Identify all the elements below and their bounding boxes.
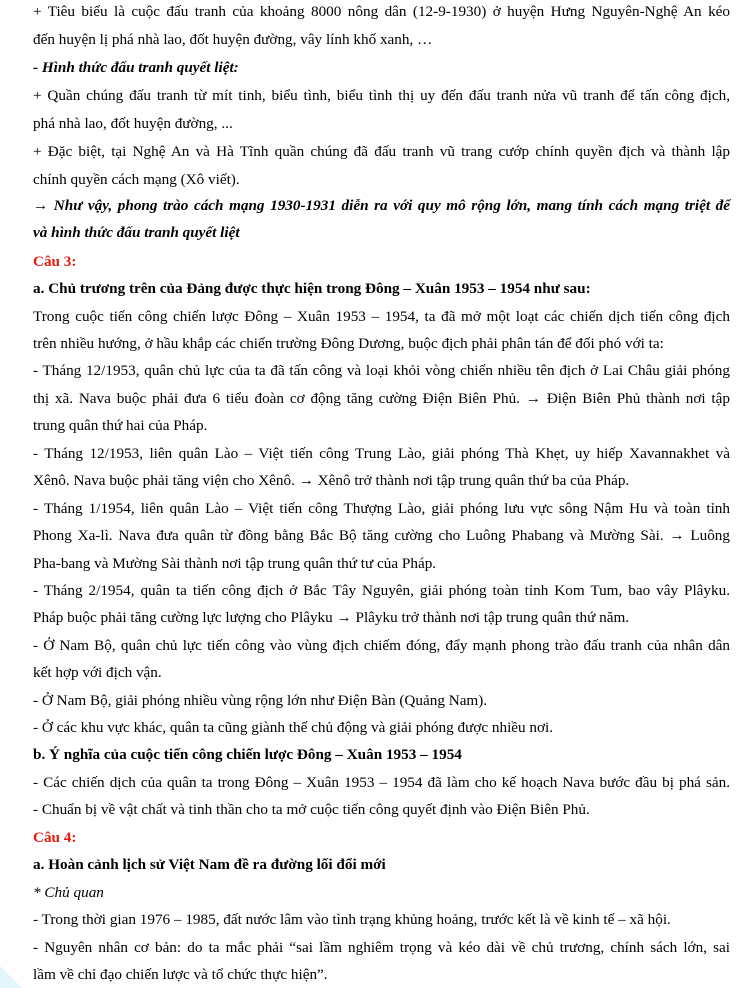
paragraph-line: Trong cuộc tiến công chiến lược Đông – Xuân 1953 – 1954, ta đã mở một loạt các chiến dịch tiến công địch [33,308,730,325]
paragraph-line: trung quân thứ hai của Pháp. [33,417,208,434]
paragraph-line: phá nhà lao, đốt huyện đường, ... [33,115,233,132]
paragraph-line: Phong Xa-lì. Nava đưa quân từ đồng bằng Bắc Bộ tăng cường cho Luông Phabang và Mường Sài. → Luông [33,527,730,544]
paragraph-line: + Quần chúng đấu tranh từ mít tinh, biểu tình, biểu tình thị uy đến đấu tranh nửa vũ tranh để tấn công địch, [33,87,730,104]
conclusion-line: → Như vậy, phong trào cách mạng 1930-1931 diễn ra với quy mô rộng lớn, mang tính cách mạng triệt để [33,197,730,214]
paragraph-line: - Tháng 12/1953, quân chủ lực của ta đã tấn công và loại khỏi vòng chiến nhiều tên địch ở Lai Châu giải phóng [33,362,730,379]
paragraph-line: thị xã. Nava buộc phải đưa 6 tiểu đoàn cơ động tăng cường Điện Biên Phủ. → Điện Biên Phủ thành nơi tập [33,390,730,407]
paragraph-line: Pháp buộc phải tăng cường lực lượng cho Plâyku → Plâyku trở thành nơi tập trung quân thứ năm. [33,609,630,626]
q3-part-a-heading: a. Chủ trương trên của Đảng được thực hiện trong Đông – Xuân 1953 – 1954 như sau: [33,280,591,297]
paragraph-line: - Tháng 1/1954, liên quân Lào – Việt tiến công Thượng Lào, giải phóng lưu vực sông Nậm Hu và toàn tỉnh [33,500,730,517]
paragraph-line: - Các chiến dịch của quân ta trong Đông – Xuân 1953 – 1954 đã làm cho kế hoạch Nava bước đầu bị phá sản. [33,774,730,791]
q3-title: Câu 3: [33,253,77,270]
paragraph-line: - Tháng 12/1953, liên quân Lào – Việt tiến công Trung Lào, giải phóng Thà Khẹt, uy hiếp Xavannakhet và [33,445,730,462]
paragraph-line: đến huyện lị phá nhà lao, đốt huyện đường, vây lính khố xanh, … [33,31,433,48]
page-corner-decoration [0,966,22,988]
paragraph-line: Pha-bang và Mường Sài thành nơi tập trung quân thứ tư của Pháp. [33,555,437,572]
q4-title: Câu 4: [33,829,77,846]
paragraph-line: - Ở các khu vực khác, quân ta cũng giành thế chủ động và giải phóng được nhiều nơi. [33,719,554,736]
paragraph-line: + Đặc biệt, tại Nghệ An và Hà Tĩnh quần chúng đã đấu tranh vũ trang cướp chính quyền địch và thành lập [33,143,730,160]
paragraph-line: Xênô. Nava buộc phải tăng viện cho Xênô. → Xênô trở thành nơi tập trung quân thứ ba của Pháp. [33,472,630,489]
paragraph-line: kết hợp với địch vận. [33,664,162,681]
conclusion-line: và hình thức đấu tranh quyết liệt [33,224,240,241]
q3-part-b-heading: b. Ý nghĩa của cuộc tiến công chiến lược Đông – Xuân 1953 – 1954 [33,746,462,763]
paragraph-line: lầm về chỉ đạo chiến lược và tổ chức thực hiện”. [33,966,328,983]
paragraph-line: - Trong thời gian 1976 – 1985, đất nước lâm vào tình trạng khủng hoảng, trước kết là về kinh tế – xã hội. [33,911,671,928]
q4-part-a-heading: a. Hoàn cảnh lịch sử Việt Nam đề ra đường lối đổi mới [33,856,386,873]
paragraph-line: - Ở Nam Bộ, giải phóng nhiều vùng rộng lớn như Điện Bàn (Quảng Nam). [33,692,488,709]
paragraph-line: + Tiêu biểu là cuộc đấu tranh của khoảng 8000 nông dân (12-9-1930) ở huyện Hưng Nguyên-Nghệ An kéo [33,3,730,20]
paragraph-line: - Tháng 2/1954, quân ta tiến công địch ở Bắc Tây Nguyên, giải phóng toàn tỉnh Kom Tum, bao vây Plâyku. [33,582,730,599]
paragraph-line: trên nhiều hướng, ở hầu khắp các chiến trường Đông Dương, buộc địch phải phân tán để đối phó với ta: [33,335,664,352]
paragraph-line: - Ở Nam Bộ, quân chủ lực tiến công vào vùng địch chiếm đóng, đẩy mạnh phong trào đấu tranh của nhân dân [33,637,730,654]
form-heading: - Hình thức đấu tranh quyết liệt: [33,59,239,76]
paragraph-line: - Chuẩn bị về vật chất và tinh thần cho ta mở cuộc tiến công quyết định vào Điện Biên Phủ. [33,801,590,818]
paragraph-line: - Nguyên nhân cơ bản: do ta mắc phải “sai lầm nghiêm trọng và kéo dài về chủ trương, chính sách lớn, sai [33,939,730,956]
q4-subjective-heading: * Chủ quan [33,884,104,901]
paragraph-line: chính quyền cách mạng (Xô viết). [33,171,240,188]
